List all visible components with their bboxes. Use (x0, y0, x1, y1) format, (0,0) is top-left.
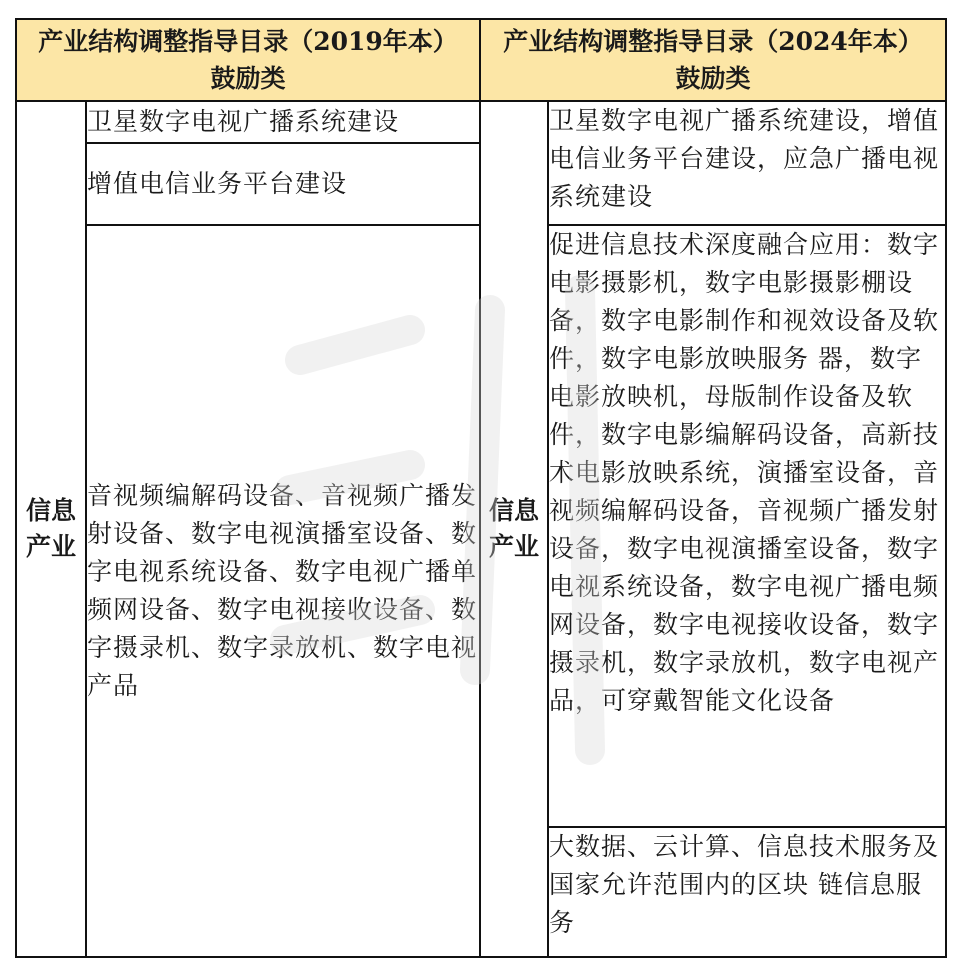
header-2019 (16, 19, 480, 101)
comparison-table (15, 18, 947, 958)
category-2019: 信息产业 (16, 101, 86, 957)
item-2024-satellite: 卫星数字电视广播系统建设，增值电信业务平台建设，应急广播电视系统建设 (548, 101, 946, 225)
header-2019-title: 产业结构调整指导目录（2019年本） (38, 27, 458, 56)
header-row (16, 19, 946, 101)
header-2024-subtitle: 鼓励类 (675, 64, 751, 93)
item-2024-big-data: 大数据、云计算、信息技术服务及国家允许范围内的区块 链信息服务 (548, 827, 946, 957)
header-2019-subtitle: 鼓励类 (210, 64, 286, 93)
header-2024 (480, 19, 946, 101)
item-2024-it-integration: 促进信息技术深度融合应用：数字电影摄影机，数字电影摄影棚设备，数字电影制作和视效设备及软件，数字电影放映服务 器，数字电影放映机，母版制作设备及软件，数字电影编解码设备，高新技术电影放映系统，演播室设备，音视频编解码设备，音视频广播发射设备，数字电视演播室设备，数字电视系统设备，数字电视广播电频网设备，数字电视接收设备，数字摄录机，数字录放机，数字电视产品，可穿戴智能文化设备 (548, 225, 946, 827)
category-2024: 信息产业 (480, 101, 548, 957)
item-2019-value-added: 增值电信业务平台建设 (86, 143, 480, 225)
header-2024-title: 产业结构调整指导目录（2024年本） (503, 27, 923, 56)
item-2019-av-equipment: 音视频编解码设备、音视频广播发射设备、数字电视演播室设备、数字电视系统设备、数字电视广播单频网设备、数字电视接收设备、数字摄录机、数字录放机、数字电视产品 (86, 225, 480, 957)
table-row (16, 101, 946, 143)
item-2019-satellite: 卫星数字电视广播系统建设 (86, 101, 480, 143)
